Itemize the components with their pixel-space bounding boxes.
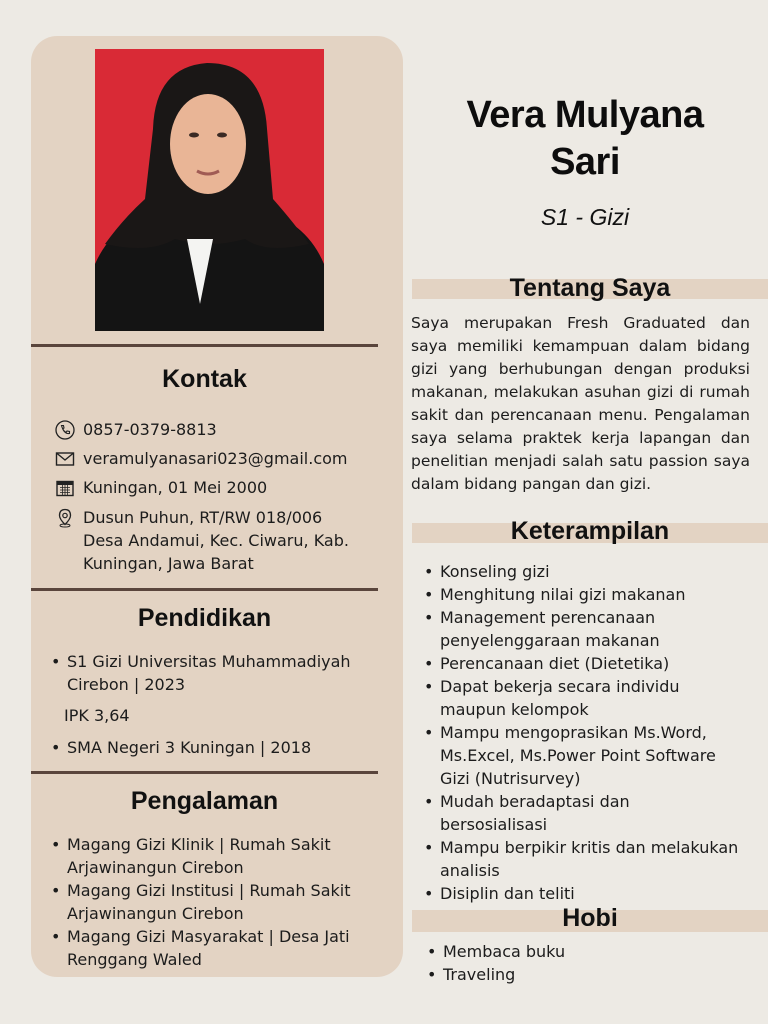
about-text: Saya merupakan Fresh Graduated dan saya memiliki kemampuan dalam bidang gizi yang berhubungan dengan produksi makanan, melakukan asuhan gizi di rumah sakit dan perencanaan menu. Pengalaman saya selama praktek kerja lapangan dan penelitian menjadi salah satu passion saya dalam bidang pangan dan gizi. [411, 314, 750, 493]
about-title: Tentang Saya [509, 274, 671, 302]
list-item: • Perencanaan diet (Dietetika) [424, 652, 738, 675]
hobbies-title: Hobi [562, 904, 618, 932]
address-line: Kuningan, Jawa Barat [83, 554, 254, 573]
experience-list [51, 833, 351, 971]
list-item: • S1 Gizi Universitas Muhammadiyah Cirebon | 2023 [51, 650, 351, 696]
phone-text: 0857-0379-8813 [83, 420, 217, 439]
list-item: • SMA Negeri 3 Kuningan | 2018 [51, 736, 311, 759]
address-line: Dusun Puhun, RT/RW 018/006 [83, 508, 323, 527]
divider [31, 771, 378, 774]
list-item: • Management perencanaan penyelenggaraan makanan [424, 606, 738, 652]
mail-icon [53, 447, 77, 470]
left-panel [31, 36, 403, 977]
list-item: • Konseling gizi [424, 560, 738, 583]
person-name: Vera Mulyana Sari [466, 94, 704, 183]
education-title: Pendidikan [137, 604, 272, 632]
list-item: • Magang Gizi Klinik | Rumah Sakit Arjawinangun Cirebon [51, 833, 351, 879]
birth-text: Kuningan, 01 Mei 2000 [83, 478, 268, 497]
contact-phone [53, 418, 217, 441]
divider [31, 344, 378, 347]
calendar-icon [53, 476, 77, 499]
list-item: • Membaca buku [427, 940, 565, 963]
contact-address [53, 506, 349, 575]
list-item: • Magang Gizi Masyarakat | Desa Jati Renggang Waled [51, 925, 351, 971]
contact-birth [53, 476, 267, 499]
address-line: Desa Andamui, Kec. Ciwaru, Kab. [83, 531, 349, 550]
list-item: • Mampu berpikir kritis dan melakukan analisis [424, 836, 738, 882]
list-item: • Mudah beradaptasi dan bersosialisasi [424, 790, 738, 836]
contact-title: Kontak [162, 365, 247, 393]
portrait-illustration [95, 49, 324, 331]
education-list [51, 650, 351, 696]
hobbies-list [427, 940, 565, 986]
location-pin-icon [53, 506, 77, 529]
list-item: • Disiplin dan teliti [424, 882, 738, 905]
list-item: • Traveling [427, 963, 565, 986]
list-item: • Mampu mengoprasikan Ms.Word, Ms.Excel, Ms.Power Point Software Gizi (Nutrisurvey) [424, 721, 738, 790]
contact-email [53, 447, 347, 470]
skills-list [424, 560, 738, 905]
list-item: • Menghitung nilai gizi makanan [424, 583, 738, 606]
list-item: • Dapat bekerja secara individu maupun kelompok [424, 675, 738, 721]
profile-photo [95, 49, 324, 331]
skills-title: Keterampilan [510, 517, 670, 545]
divider [31, 588, 378, 591]
degree-subtitle: S1 - Gizi [540, 204, 630, 230]
list-item: • Magang Gizi Institusi | Rumah Sakit Arjawinangun Cirebon [51, 879, 351, 925]
phone-icon [53, 418, 77, 441]
experience-title: Pengalaman [130, 787, 279, 815]
education-list [51, 736, 311, 759]
email-text: veramulyanasari023@gmail.com [83, 449, 348, 468]
ipk-text: IPK 3,64 [64, 706, 130, 725]
